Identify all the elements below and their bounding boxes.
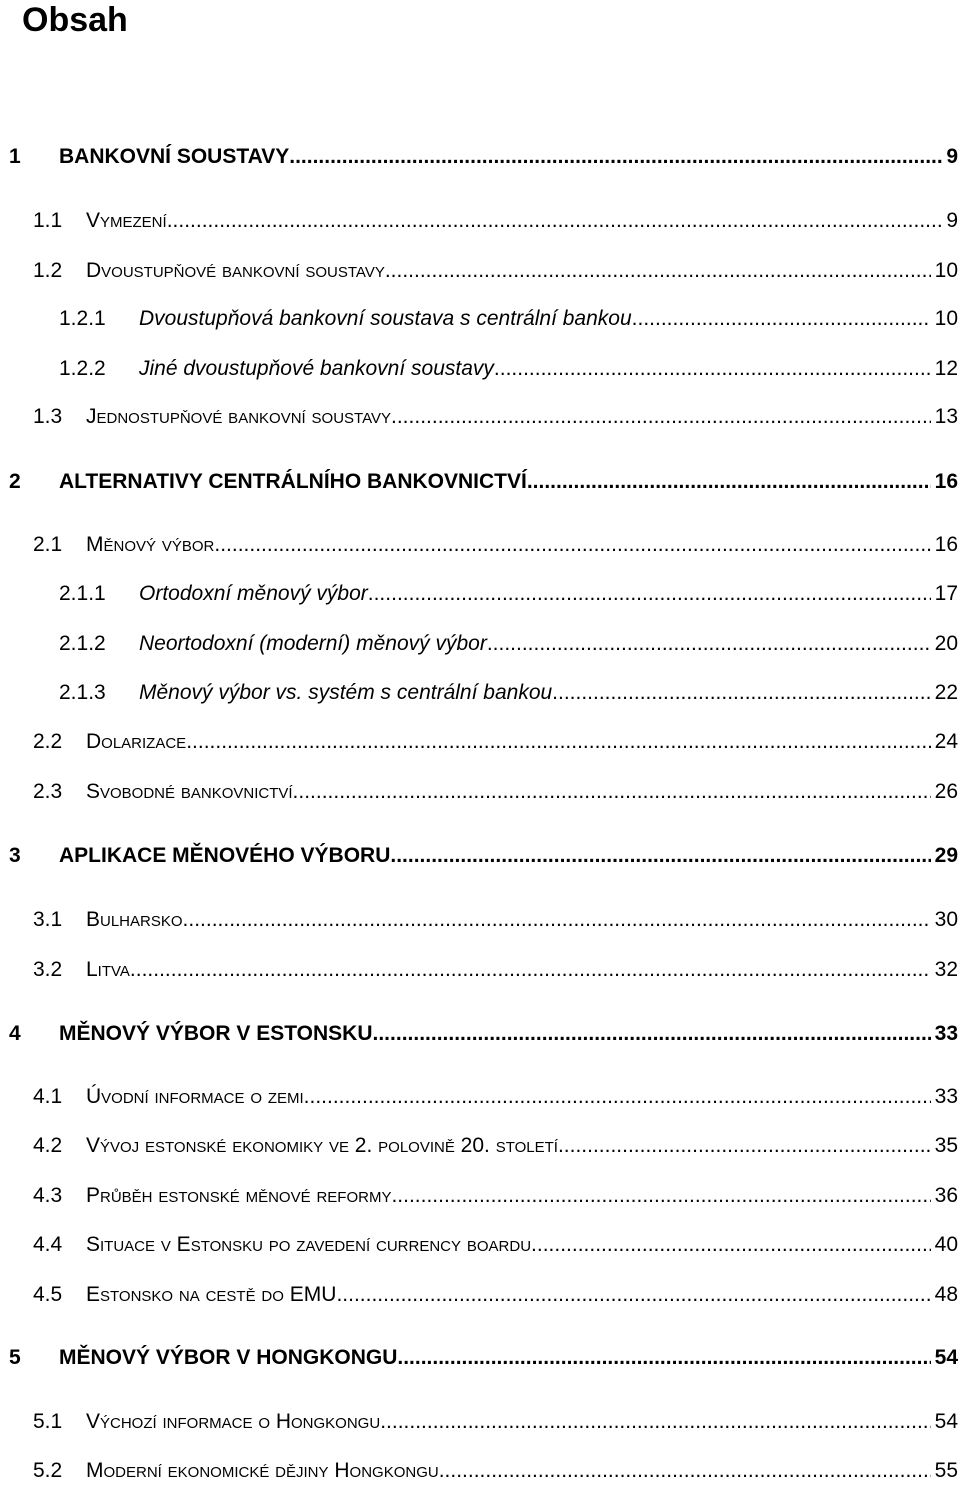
toc-entry-title: Estonsko na cestě do EMU — [86, 1283, 337, 1306]
toc-entry-number: 1.1 — [33, 209, 63, 232]
toc-entry[interactable] — [0, 1341, 958, 1371]
toc-entry-page-number: 30 — [934, 908, 958, 931]
dot-leader — [391, 1183, 930, 1209]
toc-entry[interactable] — [0, 577, 958, 607]
dot-leader — [183, 907, 931, 933]
toc-entry[interactable] — [0, 352, 958, 382]
toc-entry-line — [139, 581, 958, 607]
page-title: Obsah — [22, 1, 128, 39]
toc-entry-number: 4.2 — [33, 1134, 63, 1157]
dot-leader — [487, 631, 931, 657]
toc-entry-page-number: 20 — [934, 632, 958, 655]
dot-leader — [336, 1282, 930, 1308]
toc-entry-line — [86, 907, 958, 933]
toc-entry-line — [139, 680, 958, 706]
toc-entry-line — [86, 1084, 958, 1110]
toc-entry-line — [86, 1133, 958, 1159]
dot-leader — [385, 258, 931, 284]
toc-entry-line — [86, 1409, 958, 1435]
toc-entry-title: Litva — [86, 958, 130, 981]
toc-entry[interactable] — [0, 627, 958, 657]
toc-entry[interactable] — [0, 1179, 958, 1209]
toc-entry-number: 1 — [9, 145, 21, 168]
toc-entry-title: BANKOVNÍ SOUSTAVY — [59, 145, 290, 168]
toc-entry-number: 1.2 — [33, 259, 63, 282]
toc-entry[interactable] — [0, 465, 958, 495]
toc-entry-title: Jednostupňové bankovní soustavy — [86, 405, 392, 428]
dot-leader — [552, 680, 930, 706]
dot-leader — [439, 1458, 931, 1484]
toc-entry-page-number: 9 — [946, 209, 958, 232]
toc-entry-title: Neortodoxní (moderní) měnový výbor — [139, 632, 487, 655]
toc-entry-number: 3.2 — [33, 958, 63, 981]
toc-entry-line — [59, 469, 958, 495]
toc-entry-title: Jiné dvoustupňové bankovní soustavy — [139, 357, 494, 380]
toc-entry-title: Dolarizace — [86, 730, 187, 753]
toc-entry-number: 2 — [9, 470, 21, 493]
toc-entry[interactable] — [0, 839, 958, 869]
toc-entry-number: 1.3 — [33, 405, 63, 428]
toc-entry-number: 4.4 — [33, 1233, 63, 1256]
toc-entry-page-number: 9 — [946, 145, 958, 168]
toc-entry-line — [139, 356, 958, 382]
dot-leader — [391, 404, 931, 430]
toc-entry[interactable] — [0, 254, 958, 284]
toc-entry-number: 2.2 — [33, 730, 63, 753]
toc-entry-title: Moderní ekonomické dějiny Hongkongu — [86, 1459, 439, 1482]
toc-entry[interactable] — [0, 1129, 958, 1159]
toc-entry-title: Měnový výbor vs. systém s centrální bankou — [139, 681, 553, 704]
toc-entry[interactable] — [0, 903, 958, 933]
dot-leader — [527, 469, 931, 495]
toc-entry-page-number: 16 — [934, 470, 958, 493]
dot-leader — [397, 1345, 930, 1371]
toc-entry-line — [59, 144, 958, 170]
toc-entry-page-number: 26 — [934, 780, 958, 803]
toc-entry-number: 2.3 — [33, 780, 63, 803]
toc-entry-page-number: 48 — [934, 1283, 958, 1306]
toc-entry-number: 2.1.1 — [59, 582, 106, 605]
dot-leader — [214, 532, 930, 558]
toc-entry[interactable] — [0, 953, 958, 983]
toc-entry-page-number: 17 — [934, 582, 958, 605]
toc-entry-number: 1.2.2 — [59, 357, 106, 380]
toc-entry-line — [139, 306, 958, 332]
dot-leader — [186, 729, 930, 755]
dot-leader — [289, 144, 942, 170]
toc-entry[interactable] — [0, 204, 958, 234]
toc-entry[interactable] — [0, 400, 958, 430]
toc-entry-line — [86, 1183, 958, 1209]
toc-entry[interactable] — [0, 302, 958, 332]
toc-entry-page-number: 32 — [934, 958, 958, 981]
toc-entry-title: Úvodní informace o zemi — [86, 1085, 304, 1108]
toc-entry-page-number: 36 — [934, 1184, 958, 1207]
dot-leader — [373, 1021, 931, 1047]
toc-entry[interactable] — [0, 1017, 958, 1047]
toc-entry-number: 4 — [9, 1022, 21, 1045]
toc-entry[interactable] — [0, 1278, 958, 1308]
toc-entry[interactable] — [0, 1454, 958, 1484]
toc-entry[interactable] — [0, 140, 958, 170]
toc-entry-line — [86, 1282, 958, 1308]
toc-entry-page-number: 13 — [934, 405, 958, 428]
dot-leader — [632, 306, 931, 332]
toc-entry-number: 4.1 — [33, 1085, 63, 1108]
toc-entry-page-number: 24 — [934, 730, 958, 753]
toc-entry-number: 5.2 — [33, 1459, 63, 1482]
dot-leader — [531, 1232, 931, 1258]
toc-entry-title: Situace v Estonsku po zavedení currency boardu — [86, 1233, 532, 1256]
dot-leader — [167, 208, 943, 234]
toc-entry-page-number: 33 — [934, 1085, 958, 1108]
toc-entry-page-number: 22 — [934, 681, 958, 704]
toc-entry-number: 2.1.2 — [59, 632, 106, 655]
toc-entry-number: 2.1 — [33, 533, 63, 556]
toc-entry-title: MĚNOVÝ VÝBOR V HONGKONGU — [59, 1346, 398, 1369]
toc-entry[interactable] — [0, 528, 958, 558]
toc-entry-number: 4.3 — [33, 1184, 63, 1207]
toc-entry-number: 4.5 — [33, 1283, 63, 1306]
toc-entry[interactable] — [0, 1228, 958, 1258]
toc-entry-number: 2.1.3 — [59, 681, 106, 704]
toc-entry-page-number: 12 — [934, 357, 958, 380]
toc-entry-title: Ortodoxní měnový výbor — [139, 582, 368, 605]
toc-entry-page-number: 54 — [934, 1410, 958, 1433]
toc-entry-title: Vývoj estonské ekonomiky ve 2. polovině 20. století — [86, 1134, 558, 1157]
toc-entry-title: Dvoustupňové bankovní soustavy — [86, 259, 385, 282]
toc-entry-page-number: 40 — [934, 1233, 958, 1256]
toc-entry-title: Bulharsko — [86, 908, 183, 931]
dot-leader — [304, 1084, 931, 1110]
toc-entry-line — [86, 779, 958, 805]
toc-entry-line — [59, 1345, 958, 1371]
toc-entry[interactable] — [0, 1080, 958, 1110]
toc-entry[interactable] — [0, 676, 958, 706]
toc-entry-page-number: 55 — [934, 1459, 958, 1482]
dot-leader — [293, 779, 931, 805]
toc-entry-page-number: 10 — [934, 307, 958, 330]
toc-entry-page-number: 35 — [934, 1134, 958, 1157]
toc-entry-title: ALTERNATIVY CENTRÁLNÍHO BANKOVNICTVÍ — [59, 470, 527, 493]
toc-entry-title: Měnový výbor — [86, 533, 215, 556]
toc-entry[interactable] — [0, 725, 958, 755]
toc-entry-line — [86, 208, 958, 234]
toc-entry-number: 5.1 — [33, 1410, 63, 1433]
toc-entry-title: Vymezení — [86, 209, 167, 232]
toc-entry[interactable] — [0, 1405, 958, 1435]
toc-entry[interactable] — [0, 775, 958, 805]
dot-leader — [494, 356, 931, 382]
toc-entry-page-number: 16 — [934, 533, 958, 556]
toc-entry-title: Průběh estonské měnové reformy — [86, 1184, 392, 1207]
dot-leader — [380, 1409, 930, 1435]
dot-leader — [130, 957, 931, 983]
toc-entry-title: Svobodné bankovnictví — [86, 780, 293, 803]
dot-leader — [558, 1133, 931, 1159]
toc-entry-line — [86, 532, 958, 558]
toc-entry-line — [59, 843, 958, 869]
toc-entry-line — [86, 729, 958, 755]
toc-entry-number: 3 — [9, 844, 21, 867]
toc-entry-title: Dvoustupňová bankovní soustava s centrální bankou — [139, 307, 632, 330]
toc-entry-line — [86, 1458, 958, 1484]
toc-entry-number: 3.1 — [33, 908, 63, 931]
toc-entry-line — [86, 957, 958, 983]
toc-entry-page-number: 10 — [934, 259, 958, 282]
toc-entry-page-number: 29 — [934, 844, 958, 867]
dot-leader — [368, 581, 931, 607]
toc-entry-line — [139, 631, 958, 657]
toc-entry-title: Výchozí informace o Hongkongu — [86, 1410, 381, 1433]
toc-entry-number: 5 — [9, 1346, 21, 1369]
toc-entry-title: APLIKACE MĚNOVÉHO VÝBORU — [59, 844, 391, 867]
toc-entry-number: 1.2.1 — [59, 307, 106, 330]
toc-entry-line — [59, 1021, 958, 1047]
toc-entry-line — [86, 404, 958, 430]
toc-entry-page-number: 33 — [934, 1022, 958, 1045]
dot-leader — [390, 843, 930, 869]
toc-entry-title: MĚNOVÝ VÝBOR V ESTONSKU — [59, 1022, 373, 1045]
toc-entry-line — [86, 1232, 958, 1258]
toc-entry-page-number: 54 — [934, 1346, 958, 1369]
toc-entry-line — [86, 258, 958, 284]
